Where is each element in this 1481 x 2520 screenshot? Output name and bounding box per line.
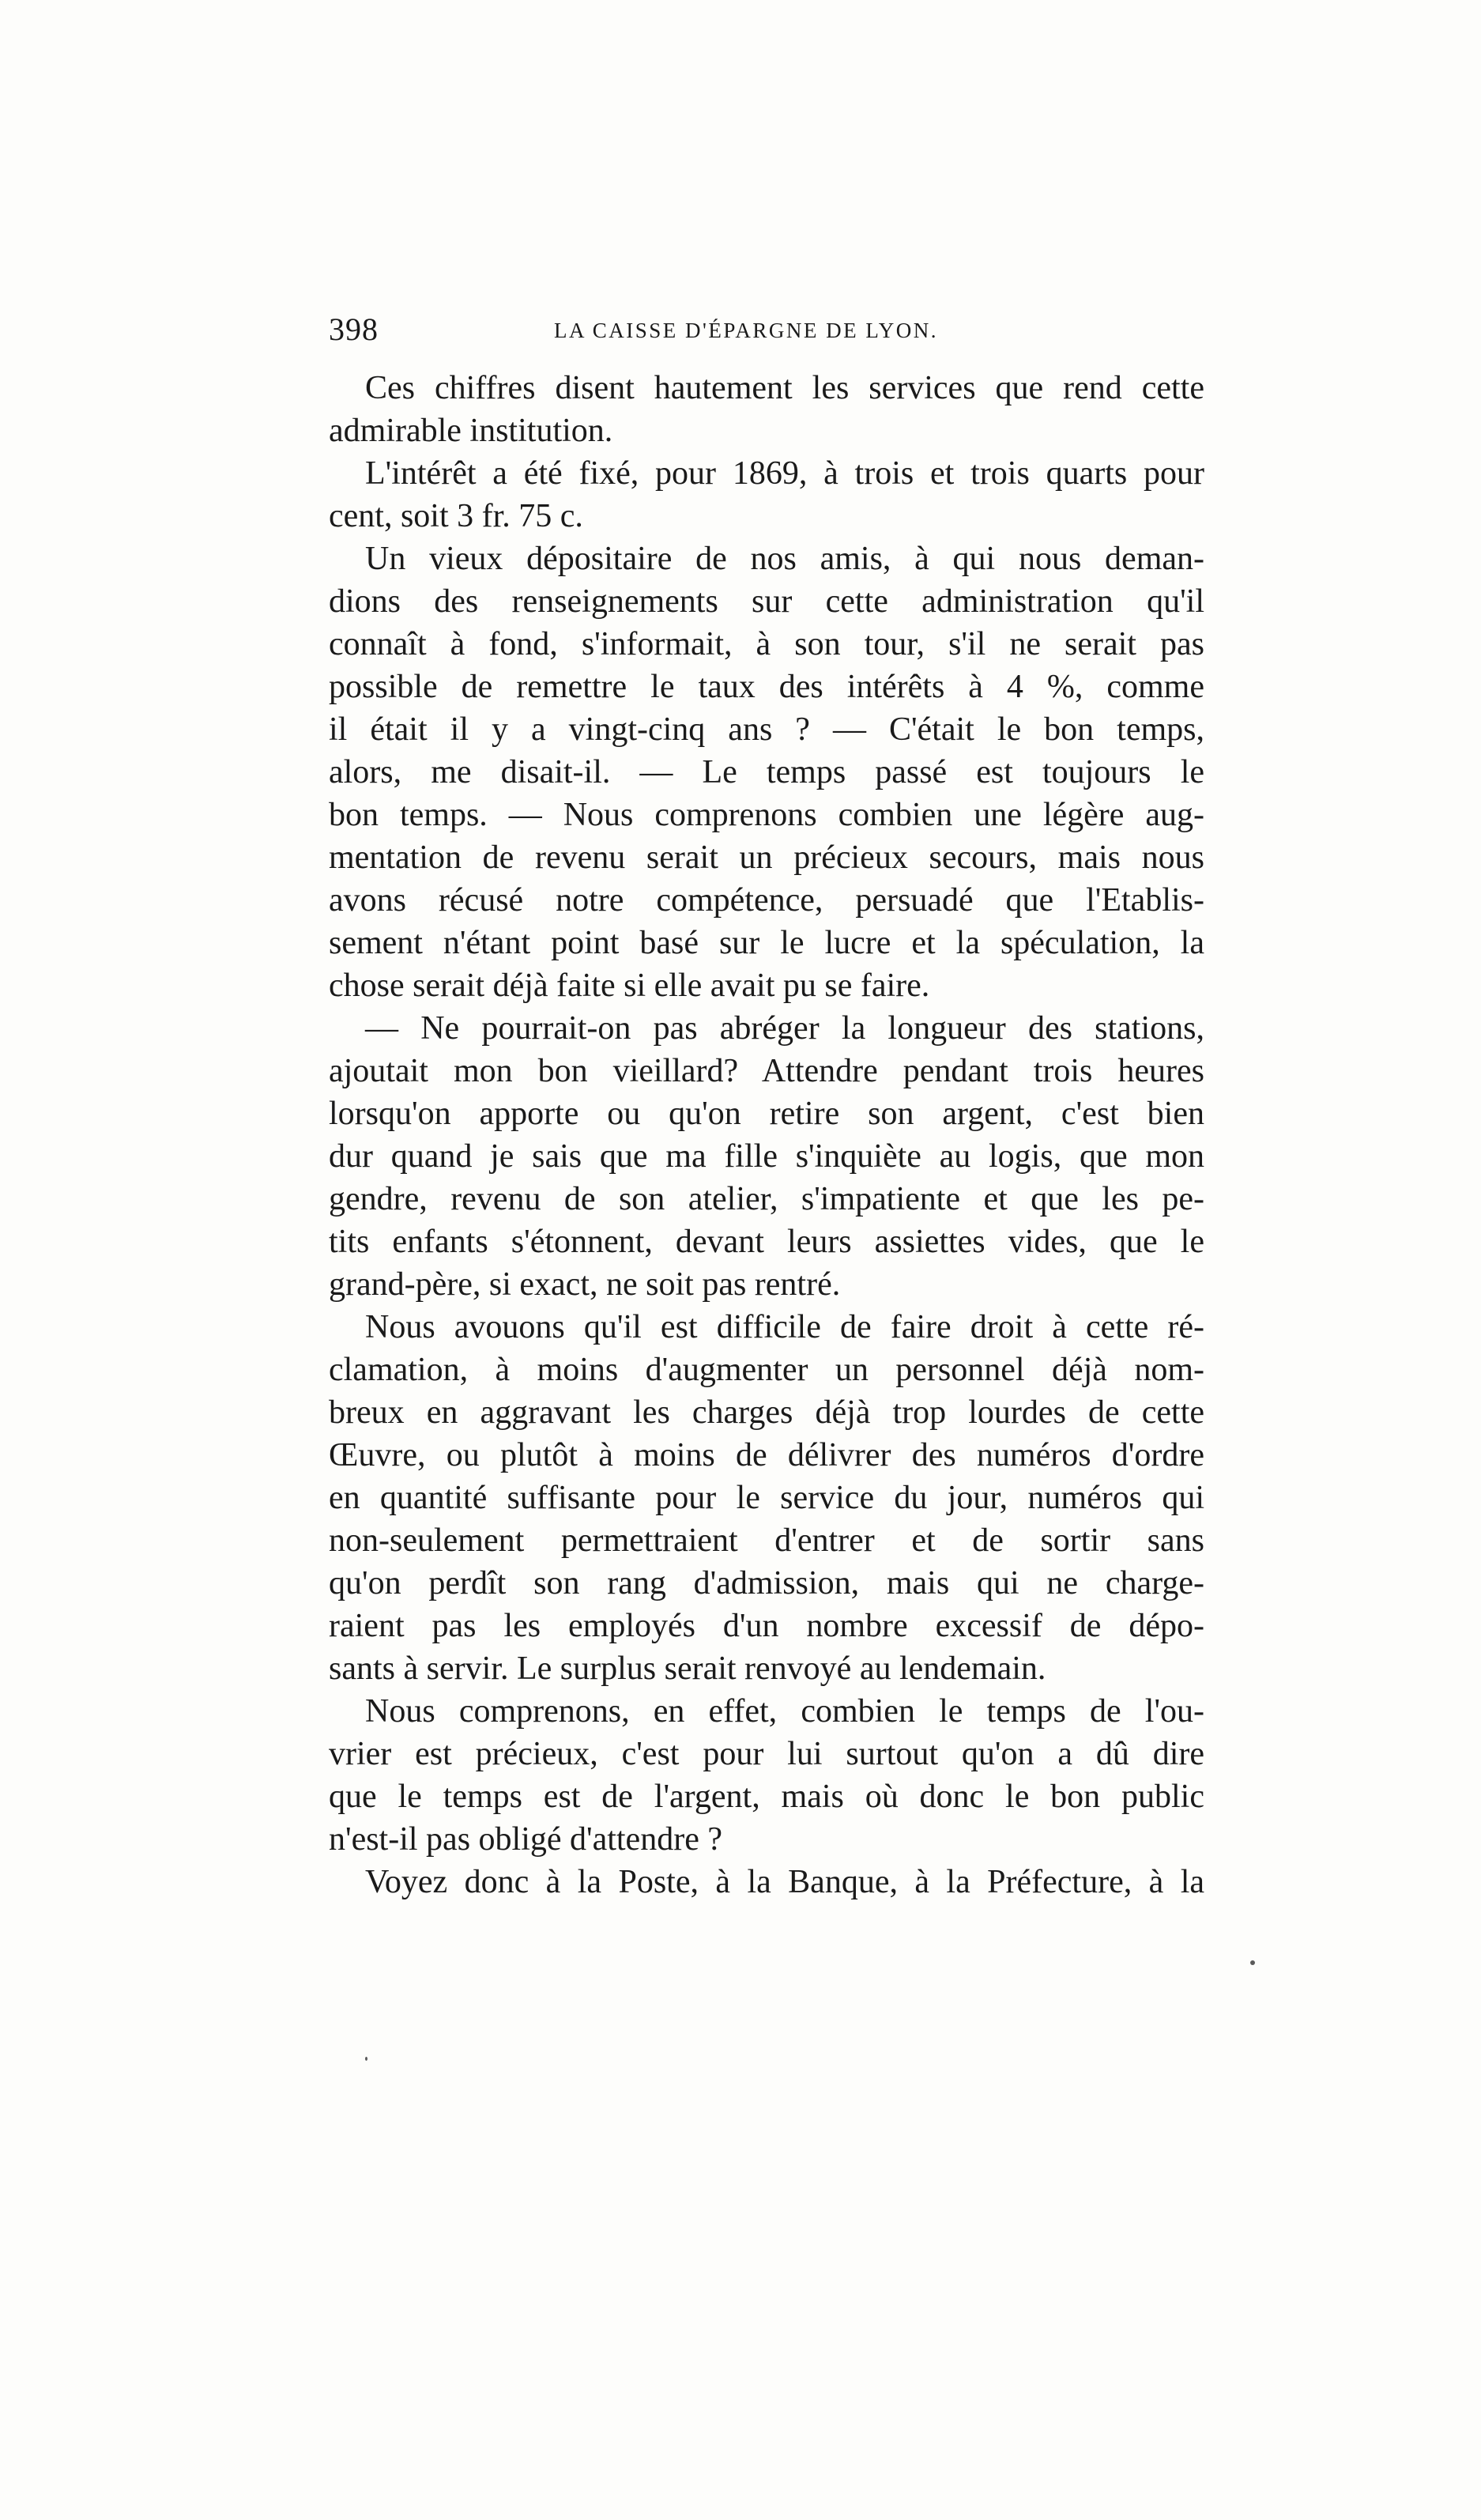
text-line: breux en aggravant les charges déjà trop lourdes de cette [329,1394,1204,1431]
paper-speck [365,2057,367,2061]
text-line: clamation, à moins d'augmenter un personnel déjà nom- [329,1352,1204,1388]
text-line: vrier est précieux, c'est pour lui surtout qu'on a dû dire [329,1736,1204,1772]
text-line: sants à servir. Le surplus serait renvoyé au lendemain. [329,1650,1046,1687]
text-line: Œuvre, ou plutôt à moins de délivrer des numéros d'ordre [329,1437,1204,1473]
text-line: raient pas les employés d'un nombre excessif de dépo- [329,1608,1204,1644]
text-line: en quantité suffisante pour le service du jour, numéros qui [329,1480,1204,1516]
text-line: — Ne pourrait-on pas abréger la longueur des stations, [365,1010,1204,1047]
running-title: LA CAISSE D'ÉPARGNE DE LYON. [554,319,938,342]
text-line: il était il y a vingt-cinq ans ? — C'était le bon temps, [329,711,1204,748]
text-line: Un vieux dépositaire de nos amis, à qui nous deman- [365,541,1204,577]
text-line: admirable institution. [329,413,613,449]
paper-speck [1250,1960,1255,1965]
text-line: alors, me disait-il. — Le temps passé est toujours le [329,754,1204,790]
page-header [329,310,1204,349]
text-line: dions des renseignements sur cette administration qu'il [329,583,1204,620]
text-line: qu'on perdît son rang d'admission, mais qui ne charge- [329,1565,1204,1601]
text-line: sement n'étant point basé sur le lucre et la spéculation, la [329,925,1204,961]
text-line: possible de remettre le taux des intérêts à 4 %, comme [329,669,1204,705]
text-line: non-seulement permettraient d'entrer et de sortir sans [329,1522,1204,1559]
text-line: Voyez donc à la Poste, à la Banque, à la Préfecture, à la [365,1864,1204,1900]
text-line: tits enfants s'étonnent, devant leurs assiettes vides, que le [329,1224,1204,1260]
text-line: n'est-il pas obligé d'attendre ? [329,1821,722,1858]
text-line: grand-père, si exact, ne soit pas rentré. [329,1266,841,1303]
text-line: dur quand je sais que ma fille s'inquiète au logis, que mon [329,1138,1204,1175]
text-line: avons récusé notre compétence, persuadé que l'Etablis- [329,882,1204,919]
text-line: Nous comprenons, en effet, combien le temps de l'ou- [365,1693,1204,1730]
text-line: mentation de revenu serait un précieux secours, mais nous [329,839,1204,876]
text-line: Nous avouons qu'il est difficile de faire droit à cette ré- [365,1309,1204,1345]
text-line: que le temps est de l'argent, mais où donc le bon public [329,1779,1204,1815]
text-line: ajoutait mon bon vieillard? Attendre pendant trois heures [329,1053,1204,1089]
body-text [329,367,1204,1903]
page-number: 398 [329,311,379,347]
text-line: connaît à fond, s'informait, à son tour, s'il ne serait pas [329,626,1204,662]
text-line: lorsqu'on apporte ou qu'on retire son argent, c'est bien [329,1096,1204,1132]
text-line: chose serait déjà faite si elle avait pu se faire. [329,968,930,1004]
text-line: cent, soit 3 fr. 75 c. [329,498,583,534]
text-line: Ces chiffres disent hautement les services que rend cette [365,370,1204,406]
text-line: bon temps. — Nous comprenons combien une légère aug- [329,797,1204,833]
text-line: gendre, revenu de son atelier, s'impatiente et que les pe- [329,1181,1204,1217]
text-line: L'intérêt a été fixé, pour 1869, à trois et trois quarts pour [365,455,1204,492]
